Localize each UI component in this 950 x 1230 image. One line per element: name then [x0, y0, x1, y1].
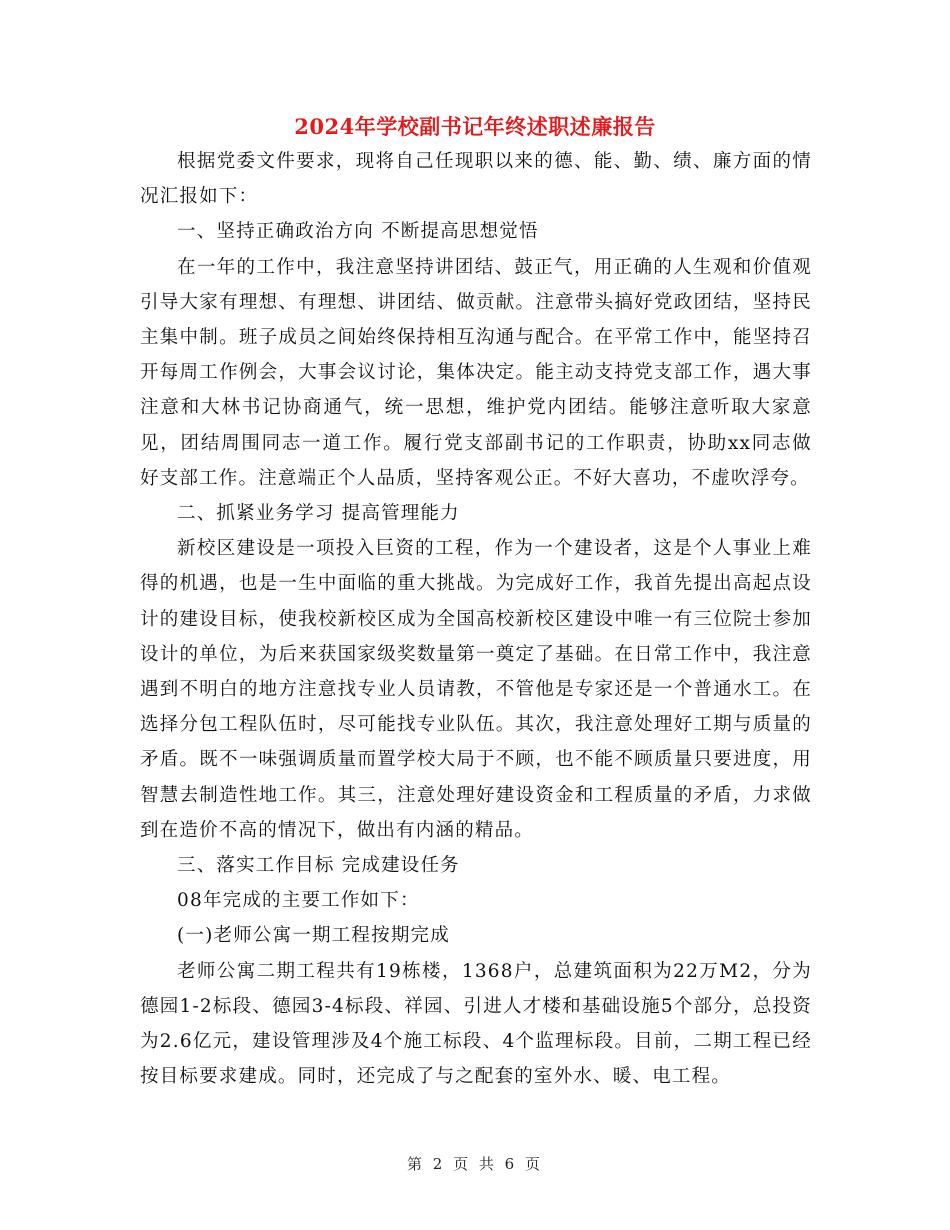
section-2-paragraph: 新校区建设是一项投入巨资的工程，作为一个建设者，这是个人事业上难得的机遇，也是一生中面临的重大挑战。为完成好工作，我首先提出高起点设计的建设目标，使我校新校区成为全国高校新校区建设中唯一有三位院士参加设计的单位，为后来获国家级奖数量第一奠定了基础。在日常工作中，我注意遇到不明白的地方注意找专业人员请教，不管他是专家还是一个普通水工。在选择分包工程队伍时，尽可能找专业队伍。其次，我注意处理好工期与质量的矛盾。既不一味强调质量而置学校大局于不顾，也不能不顾质量只要进度，用智慧去制造性地工作。其三，注意处理好建设资金和工程质量的矛盾，力求做到在造价不高的情况下，做出有内涵的精品。: [140, 538, 812, 841]
section-heading-3: 三、落实工作目标 完成建设任务: [177, 855, 460, 877]
section-1-paragraph: 在一年的工作中，我注意坚持讲团结、鼓正气，用正确的人生观和价值观引导大家有理想、有理想、讲团结、做贡献。注意带头搞好党政团结，坚持民主集中制。班子成员之间始终保持相互沟通与配合。在平常工作中，能坚持召开每周工作例会，大事会议讨论，集体决定。能主动支持党支部工作，遇大事注意和大林书记协商通气，统一思想，维护党内团结。能够注意听取大家意见，团结周围同志一道工作。履行党支部副书记的工作职责，协助xx同志做好支部工作。注意端正个人品质，坚持客观公正。不好大喜功，不虚吹浮夸。: [140, 256, 812, 489]
page-footer: 第 2 页 共 6 页: [407, 1155, 543, 1173]
section-heading-1: 一、坚持正确政治方向 不断提高思想觉悟: [177, 221, 539, 243]
document-body: [140, 144, 812, 1094]
intro-paragraph: 根据党委文件要求，现将自己任现职以来的德、能、勤、绩、廉方面的情况汇报如下：: [140, 151, 812, 208]
subsection-1-paragraph: 老师公寓二期工程共有19栋楼，1368户，总建筑面积为22万M2，分为德园1-2标段、德园3-4标段、祥园、引进人才楼和基础设施5个部分，总投资为2.6亿元，建设管理涉及4个施工标段、4个监理标段。目前，二期工程已经按目标要求建成。同时，还完成了与之配套的室外水、暖、电工程。: [140, 960, 812, 1088]
work-summary-line: 08年完成的主要工作如下：: [177, 890, 420, 912]
document-title: 2024年学校副书记年终述职述廉报告: [294, 114, 656, 139]
subsection-heading-1: (一)老师公寓一期工程按期完成: [177, 925, 450, 947]
section-heading-2: 二、抓紧业务学习 提高管理能力: [177, 503, 460, 525]
